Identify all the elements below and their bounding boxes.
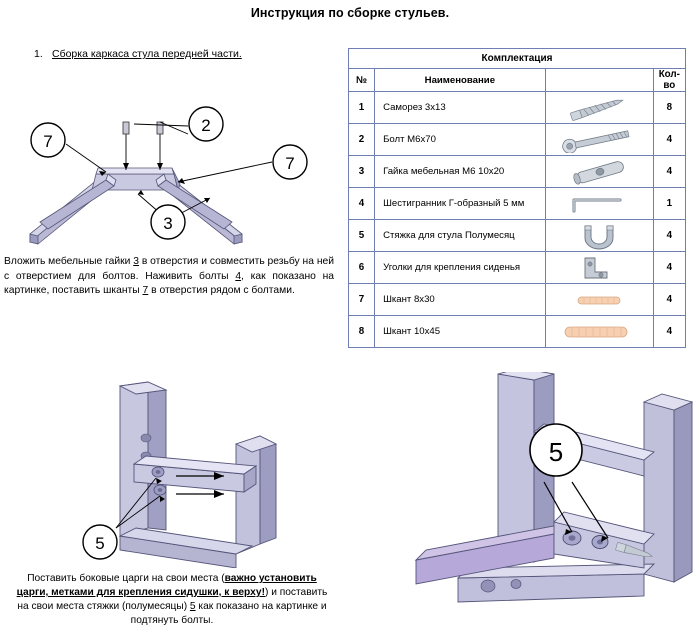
row-name: Болт М6х70: [375, 124, 546, 156]
row-qty: 4: [653, 284, 685, 316]
callout-5: [530, 424, 582, 476]
table-row: [349, 252, 686, 284]
para2-part2: ) и поставить на свои места стяжки (полумесяцы): [17, 587, 328, 612]
barrel-nut-icon: [560, 159, 638, 185]
row-picture: [545, 156, 653, 188]
parts-table: [348, 48, 686, 348]
row-qty: 8: [653, 92, 685, 124]
table-row: [349, 124, 686, 156]
row-picture: [545, 124, 653, 156]
row-number: 3: [349, 156, 375, 188]
row-picture: [545, 252, 653, 284]
row-qty: 4: [653, 316, 685, 348]
svg-text:3: 3: [163, 214, 173, 233]
para1-part3: , как показано на картинке, поставить шканты: [4, 270, 335, 296]
paragraph-step-1: [4, 255, 334, 299]
row-number: 4: [349, 188, 375, 220]
corner-bracket-icon: [573, 254, 625, 282]
crescent-fastener-lower: [154, 485, 166, 495]
table-header-picture: [545, 69, 653, 92]
row-picture: [545, 92, 653, 124]
table-header-number: №: [349, 69, 375, 92]
dowel-large-icon: [557, 320, 641, 344]
table-row: [349, 316, 686, 348]
front-post: [644, 394, 692, 582]
page-title: Инструкция по сборке стульев.: [250, 6, 450, 20]
svg-text:5: 5: [548, 437, 564, 467]
step-1-number: 1.: [34, 48, 43, 60]
row-qty: 4: [653, 220, 685, 252]
row-number: 1: [349, 92, 375, 124]
table-row: [349, 156, 686, 188]
table-row: [349, 220, 686, 252]
svg-text:7: 7: [285, 154, 295, 173]
row-name: Шкант 8х30: [375, 284, 546, 316]
table-row: [349, 188, 686, 220]
crescent-fastener-upper: [152, 467, 164, 477]
row-picture: [545, 284, 653, 316]
row-number: 7: [349, 284, 375, 316]
crescent-bracket-icon: [576, 222, 622, 250]
para2-part1: Поставить боковые царги на свои места (: [27, 573, 225, 584]
callout-2: [189, 107, 223, 141]
row-name: Стяжка для стула Полумесяц: [375, 220, 546, 252]
row-name: Гайка мебельная М6 10х20: [375, 156, 546, 188]
callout-7-right: [273, 145, 307, 179]
para2-part3: как показано на картинке и подтянуть болты.: [130, 601, 327, 626]
para2-ref-5: 5: [189, 601, 196, 612]
row-number: 5: [349, 220, 375, 252]
callout-7-left: [31, 123, 65, 157]
row-name: Шкант 10х45: [375, 316, 546, 348]
screw-icon: [556, 95, 642, 121]
row-name: Саморез 3х13: [375, 92, 546, 124]
row-qty: 4: [653, 124, 685, 156]
row-picture: [545, 316, 653, 348]
row-picture: [545, 188, 653, 220]
row-picture: [545, 220, 653, 252]
figure-side-rails: [8, 378, 338, 568]
figure-corner-detail: [348, 372, 696, 634]
para1-ref-3: 3: [133, 256, 139, 267]
bolt-icon: [553, 127, 645, 153]
table-header-qty: Кол-во: [653, 69, 685, 92]
row-number: 2: [349, 124, 375, 156]
step-1-title: Сборка каркаса стула передней части.: [52, 48, 242, 60]
para1-ref-7: 7: [142, 285, 149, 296]
table-row: [349, 284, 686, 316]
paragraph-step-2: [14, 572, 330, 628]
para2-bold: важно установить царги, метками для крепления сидушки, к верху!: [16, 573, 317, 598]
row-name: Шестигранник Г-образный 5 мм: [375, 188, 546, 220]
callout-5: [83, 525, 117, 559]
row-qty: 4: [653, 156, 685, 188]
table-row: [349, 92, 686, 124]
row-name: Уголки для крепления сиденья: [375, 252, 546, 284]
table-header-name: Наименование: [375, 69, 546, 92]
row-qty: 4: [653, 252, 685, 284]
para1-part1: Вложить мебельные гайки: [4, 256, 134, 267]
para1-part4: в отверстия рядом с болтами.: [148, 285, 295, 296]
table-caption: Комплектация: [349, 49, 686, 69]
figure-front-frame: [10, 62, 330, 247]
dowel-small-icon: [564, 289, 634, 311]
para1-part2: в отверстия и совместить резьбу на ней с отверстием для болтов. Наживить болты: [4, 256, 334, 282]
svg-text:2: 2: [201, 116, 211, 135]
svg-text:5: 5: [95, 534, 105, 553]
callout-3: [151, 205, 185, 239]
left-side-rail: [40, 174, 116, 229]
front-leg: [236, 436, 276, 554]
row-qty: 1: [653, 188, 685, 220]
row-number: 6: [349, 252, 375, 284]
hex-key-icon: [564, 191, 634, 217]
bottom-rail: [120, 528, 252, 568]
row-number: 8: [349, 316, 375, 348]
svg-text:7: 7: [43, 132, 53, 151]
para1-ref-4: 4: [235, 270, 242, 282]
bolt-indicator-lines: [123, 122, 163, 170]
